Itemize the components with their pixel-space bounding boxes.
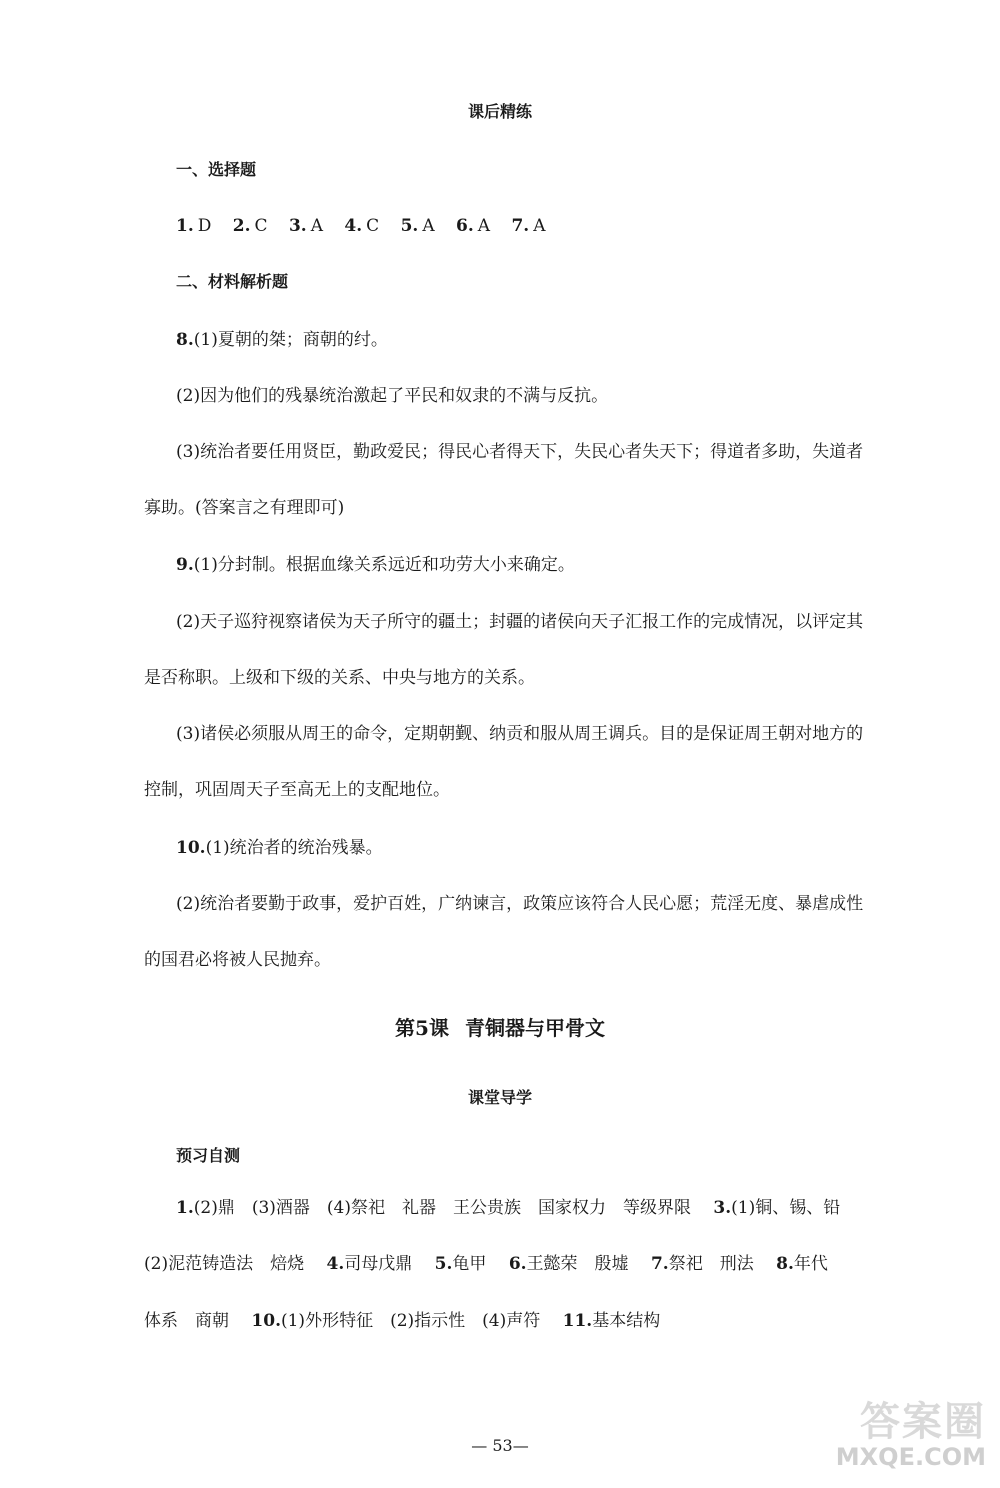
q8-answer-3-line2: 寡助。(答案言之有理即可) bbox=[144, 498, 345, 518]
choice-1: 1. D bbox=[176, 216, 212, 236]
logo-text: 答案圈 bbox=[860, 1399, 986, 1445]
choice-5: 5. A bbox=[400, 216, 435, 236]
choice-7: 7. A bbox=[511, 216, 546, 236]
after-class-title: 课后精练 bbox=[467, 102, 532, 121]
page-number: — 53— bbox=[471, 1436, 529, 1455]
site-logo bbox=[816, 1390, 986, 1470]
q9-answer-1: 9.(1)分封制。根据血缘关系远近和功劳大小来确定。 bbox=[176, 555, 575, 575]
q9-answer-2-line1: (2)天子巡狩视察诸侯为天子所守的疆土；封疆的诸侯向天子汇报工作的完成情况，以评定其 bbox=[176, 612, 864, 632]
part1-title: 一、选择题 bbox=[176, 160, 257, 179]
q10-answer-2-line1: (2)统治者要勤于政事，爱护百姓，广纳谏言，政策应该符合人民心愿；荒淫无度、暴虐成性 bbox=[176, 894, 864, 914]
q8-answer-3-line1: (3)统治者要任用贤臣，勤政爱民；得民心者得天下，失民心者失天下；得道者多助，失道者 bbox=[176, 442, 864, 462]
q10-answer-2-line2: 的国君必将被人民抛弃。 bbox=[144, 950, 331, 970]
q8-answer-2: (2)因为他们的残暴统治激起了平民和奴隶的不满与反抗。 bbox=[176, 386, 609, 406]
lesson-title: 第5课 青铜器与甲骨文 bbox=[395, 1016, 605, 1040]
q10-answer-1: 10.(1)统治者的统治残暴。 bbox=[176, 838, 383, 858]
preview-title: 预习自测 bbox=[176, 1146, 241, 1165]
classroom-guide-title: 课堂导学 bbox=[467, 1088, 532, 1107]
choice-answers bbox=[176, 214, 976, 238]
q9-answer-3-line2: 控制，巩固周天子至高无上的支配地位。 bbox=[144, 780, 450, 800]
preview-row-2: (2)泥范铸造法 焙烧 4.司母戊鼎 5.龟甲 6.王懿荣 殷墟 7.祭祀 刑法 8.年代 bbox=[144, 1254, 828, 1274]
q9-answer-3-line1: (3)诸侯必须服从周王的命令，定期朝觐、纳贡和服从周王调兵。目的是保证周王朝对地方的 bbox=[176, 724, 864, 744]
q9-answer-2-line2: 是否称职。上级和下级的关系、中央与地方的关系。 bbox=[144, 668, 535, 688]
part2-title: 二、材料解析题 bbox=[176, 272, 289, 291]
choice-2: 2. C bbox=[232, 216, 268, 236]
q8-answer-1: 8.(1)夏朝的桀；商朝的纣。 bbox=[176, 330, 388, 350]
choice-6: 6. A bbox=[456, 216, 491, 236]
choice-4: 4. C bbox=[344, 216, 380, 236]
logo-domain: MXQE.COM bbox=[835, 1443, 986, 1471]
preview-row-1: 1.(2)鼎 (3)酒器 (4)祭祀 礼器 王公贵族 国家权力 等级界限 3.(1)铜、锡、铅 bbox=[176, 1198, 841, 1218]
choice-3: 3. A bbox=[288, 216, 323, 236]
preview-row-3: 体系 商朝 10.(1)外形特征 (2)指示性 (4)声符 11.基本结构 bbox=[144, 1311, 661, 1331]
